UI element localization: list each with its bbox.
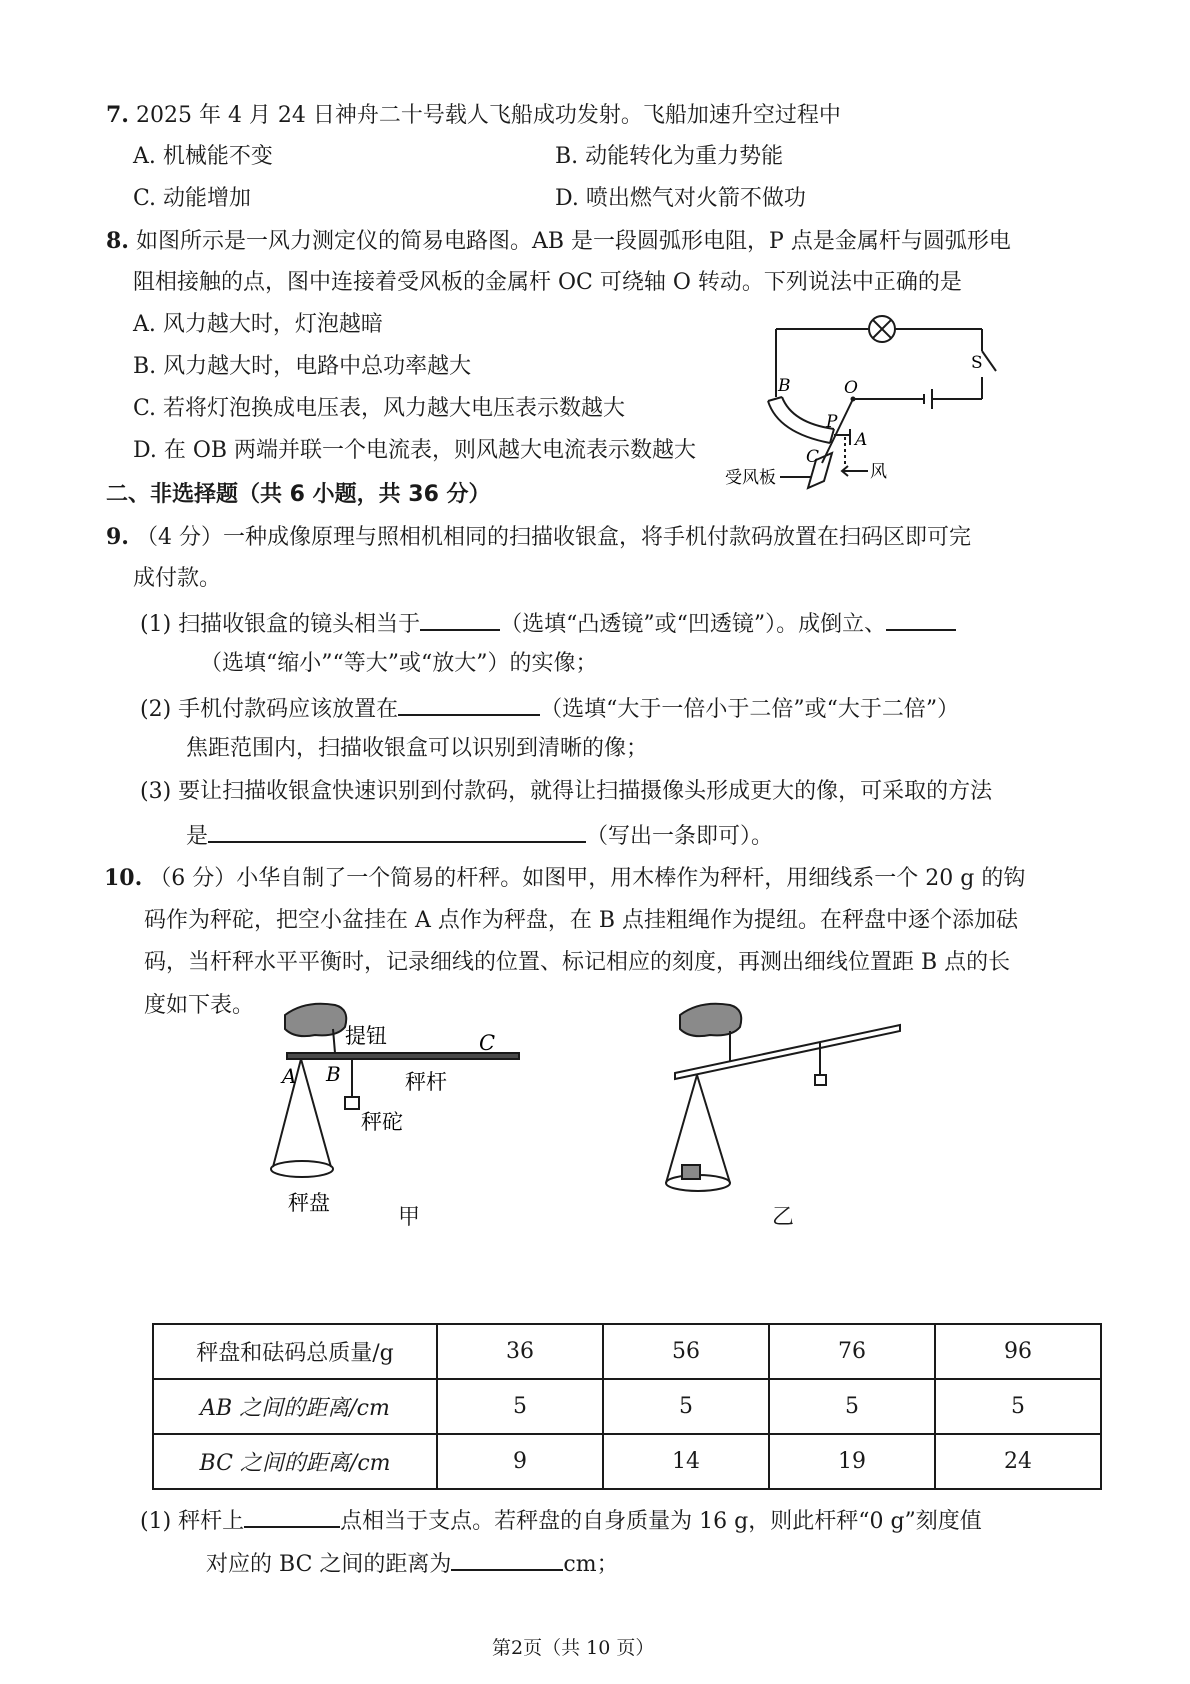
wind-label: 风 — [870, 462, 887, 482]
q8-option-b: B. 风力越大时，电路中总功率越大 — [133, 354, 472, 379]
steelyard-figure-b — [660, 995, 920, 1205]
q9-blank-object-distance[interactable] — [398, 692, 540, 716]
q9-part2-line2: 焦距范围内，扫描收银盒可以识别到清晰的像； — [186, 736, 649, 761]
q7-option-b: B. 动能转化为重力势能 — [555, 144, 784, 169]
q10-part1-line1: (1) 秤杆上 点相当于支点。若秤盘的自身质量为 16 g，则此杆秤“0 g”刻度值 — [140, 1504, 982, 1537]
q10-part1-line2: 对应的 BC 之间的距离为 cm； — [206, 1547, 619, 1580]
row-label-ab: AB 之间的距离/cm — [153, 1379, 437, 1434]
q8-stem-line1: 8. 如图所示是一风力测定仪的简易电路图。AB 是一段圆弧形电阻，P 点是金属杆与圆弧形电 — [106, 228, 1011, 254]
steelyard-figure-a — [255, 995, 555, 1235]
mass-distance-table — [152, 1323, 1102, 1490]
q8-option-d: D. 在 OB 两端并联一个电流表，则风越大电流表示数越大 — [133, 438, 697, 463]
table-cell: 5 — [437, 1379, 603, 1434]
q9-stem-line1: 9. （4 分）一种成像原理与照相机相同的扫描收银盒，将手机付款码放置在扫码区即可完 — [106, 524, 971, 550]
section-title: 二、非选择题（共 6 小题，共 36 分） — [106, 482, 491, 507]
q8-option-a: A. 风力越大时，灯泡越暗 — [133, 312, 383, 337]
wind-board-label: 受风板 — [725, 468, 776, 488]
q9-part2-line1: (2) 手机付款码应该放置在 （选填“大于一倍小于二倍”或“大于二倍”） — [140, 692, 959, 725]
q9-blank-lens-type[interactable] — [420, 607, 500, 631]
wind-meter-circuit-diagram — [720, 305, 1040, 490]
table-cell: 14 — [603, 1434, 769, 1489]
table-cell: 9 — [437, 1434, 603, 1489]
q8-stem-line2: 阻相接触的点，图中连接着受风板的金属杆 OC 可绕轴 O 转动。下列说法中正确的是 — [133, 270, 962, 295]
q9-part3-line1: (3) 要让扫描收银盒快速识别到付款码，就得让扫描摄像头形成更大的像，可采取的方法 — [140, 779, 993, 804]
table-cell: 5 — [769, 1379, 935, 1434]
q9-blank-method[interactable] — [208, 819, 586, 843]
q9-stem-line2: 成付款。 — [133, 566, 222, 591]
table-row — [153, 1434, 1101, 1489]
point-a-label: A — [282, 1064, 297, 1088]
q9-part1-line2: （选填“缩小”“等大”或“放大”）的实像； — [200, 651, 598, 676]
q10-stem-line1: 10. （6 分）小华自制了一个简易的杆秤。如图甲，用木棒作为秤杆，用细线系一个 20 g 的钩 — [104, 865, 1026, 891]
weight-label: 秤砣 — [361, 1110, 403, 1134]
pan-label: 秤盘 — [288, 1191, 330, 1215]
figure-a-caption: 甲 — [398, 1205, 421, 1230]
q8-option-c: C. 若将灯泡换成电压表，风力越大电压表示数越大 — [133, 396, 626, 421]
q10-blank-zero-distance[interactable] — [451, 1547, 563, 1571]
table-cell: 76 — [769, 1324, 935, 1379]
figure-b-caption: 乙 — [772, 1205, 795, 1230]
point-p-label: P — [826, 412, 838, 432]
table-cell: 5 — [935, 1379, 1101, 1434]
row-label-mass: 秤盘和砝码总质量/g — [153, 1324, 437, 1379]
q7-stem: 7. 2025 年 4 月 24 日神舟二十号载人飞船成功发射。飞船加速升空过程中 — [106, 102, 841, 128]
table-cell: 56 — [603, 1324, 769, 1379]
point-b-label: B — [778, 376, 791, 396]
q7-option-c: C. 动能增加 — [133, 186, 252, 211]
q10-stem-line2: 码作为秤砣，把空小盆挂在 A 点作为秤盘，在 B 点挂粗绳作为提纽。在秤盘中逐个添加砝 — [144, 908, 1019, 933]
table-cell: 5 — [603, 1379, 769, 1434]
q7-option-a: A. 机械能不变 — [133, 144, 273, 169]
point-b-label: B — [326, 1062, 341, 1086]
rod-label: 秤杆 — [405, 1070, 447, 1094]
point-o-label: O — [844, 378, 858, 398]
table-cell: 19 — [769, 1434, 935, 1489]
q9-part1-line1: (1) 扫描收银盒的镜头相当于 （选填“凸透镜”或“凹透镜”）。成倒立、 — [140, 607, 956, 640]
table-row — [153, 1379, 1101, 1434]
table-cell: 96 — [935, 1324, 1101, 1379]
knob-label: 提钮 — [345, 1024, 387, 1048]
q10-blank-fulcrum[interactable] — [244, 1504, 340, 1528]
point-c-label: C — [806, 447, 820, 467]
q10-stem-line3: 码，当杆秤水平平衡时，记录细线的位置、标记相应的刻度，再测出细线位置距 B 点的长 — [144, 950, 1011, 975]
page-footer: 第2页（共 10 页） — [492, 1637, 655, 1659]
table-cell: 24 — [935, 1434, 1101, 1489]
point-a-label: A — [855, 430, 868, 450]
q9-blank-image-size[interactable] — [886, 607, 956, 631]
row-label-bc: BC 之间的距离/cm — [153, 1434, 437, 1489]
q9-part3-line2: 是 （写出一条即可）。 — [186, 819, 773, 852]
q7-option-d: D. 喷出燃气对火箭不做功 — [555, 186, 806, 211]
switch-label: S — [971, 353, 983, 373]
table-cell: 36 — [437, 1324, 603, 1379]
point-c-label: C — [479, 1031, 496, 1055]
q10-stem-line4: 度如下表。 — [144, 993, 255, 1018]
table-row — [153, 1324, 1101, 1379]
